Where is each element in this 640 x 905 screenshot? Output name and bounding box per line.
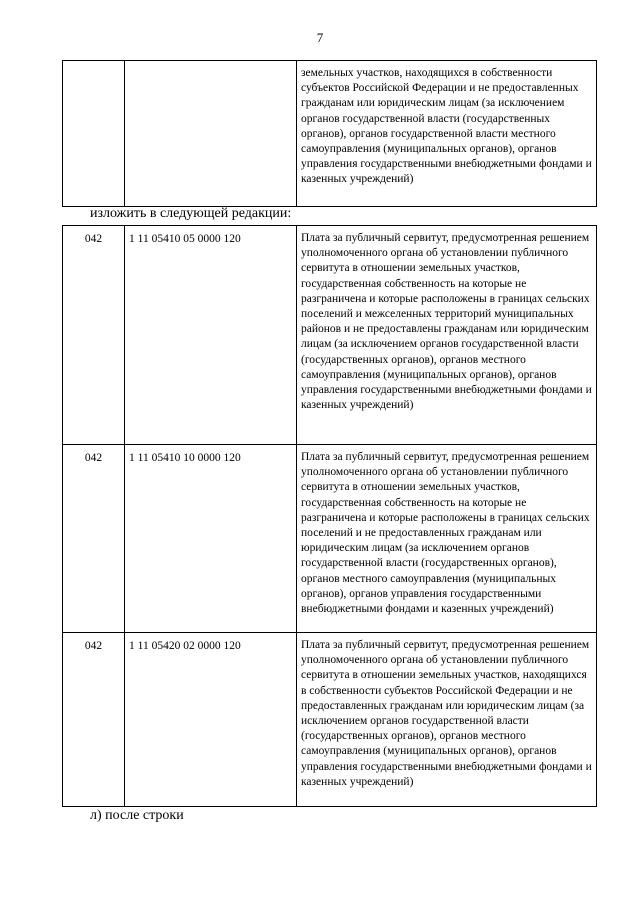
code-cell	[63, 61, 125, 207]
code-cell: 042	[63, 633, 125, 807]
description-cell: Плата за публичный сервитут, предусмотренная решением уполномоченного органа об установлении публичного сервитута в отношении земельных участков, государственная собственность на которые не разграничена и которые расположены в границах сельских поселений и межселенных территорий муниципальных районов и не предоставлены гражданам или юридическим лицам (за исключением органов государственной власти (государственных органов), органов местного самоуправления (муниципальных органов), органов управления государственными внебюджетными фондами и казенных учреждений)	[297, 226, 597, 445]
table-row	[63, 633, 597, 807]
instruction-paragraph-2: л) после строки	[90, 808, 184, 823]
code-cell: 042	[63, 445, 125, 633]
continuation-table	[62, 60, 597, 207]
instruction-paragraph: изложить в следующей редакции:	[90, 206, 292, 221]
kbk-cell	[125, 61, 297, 207]
page-number: 7	[316, 30, 324, 45]
kbk-cell: 1 11 05410 05 0000 120	[125, 226, 297, 445]
code-cell: 042	[63, 226, 125, 445]
description-cell: Плата за публичный сервитут, предусмотренная решением уполномоченного органа об установлении публичного сервитута в отношении земельных участков, находящихся в собственности субъектов Российской Федерации и не предоставленных гражданам или юридическим лицам (за исключением органов государственной власти (государственных органов), органов местного самоуправления (муниципальных органов), органов управления государственными внебюджетными фондами и казенных учреждений)	[297, 633, 597, 807]
kbk-cell: 1 11 05410 10 0000 120	[125, 445, 297, 633]
table-row	[63, 226, 597, 445]
table-row	[63, 61, 597, 207]
table-row	[63, 445, 597, 633]
description-cell: Плата за публичный сервитут, предусмотренная решением уполномоченного органа об установлении публичного сервитута в отношении земельных участков, государственная собственность на которые не разграничена и которые расположены в границах сельских поселений и не предоставленных гражданам или юридическим лицам (за исключением органов государственной власти (государственных органов), органов местного самоуправления (муниципальных органов), органов управления государственными внебюджетными фондами и казенных учреждений)	[297, 445, 597, 633]
revenue-codes-table	[62, 225, 597, 807]
description-cell: земельных участков, находящихся в собственности субъектов Российской Федерации и не предоставленных гражданам или юридическим лицам (за исключением органов государственной власти (государственных органов), органов государственной власти местного самоуправления (муниципальных органов), органов управления государственными внебюджетными фондами и казенных учреждений)	[297, 61, 597, 207]
kbk-cell: 1 11 05420 02 0000 120	[125, 633, 297, 807]
